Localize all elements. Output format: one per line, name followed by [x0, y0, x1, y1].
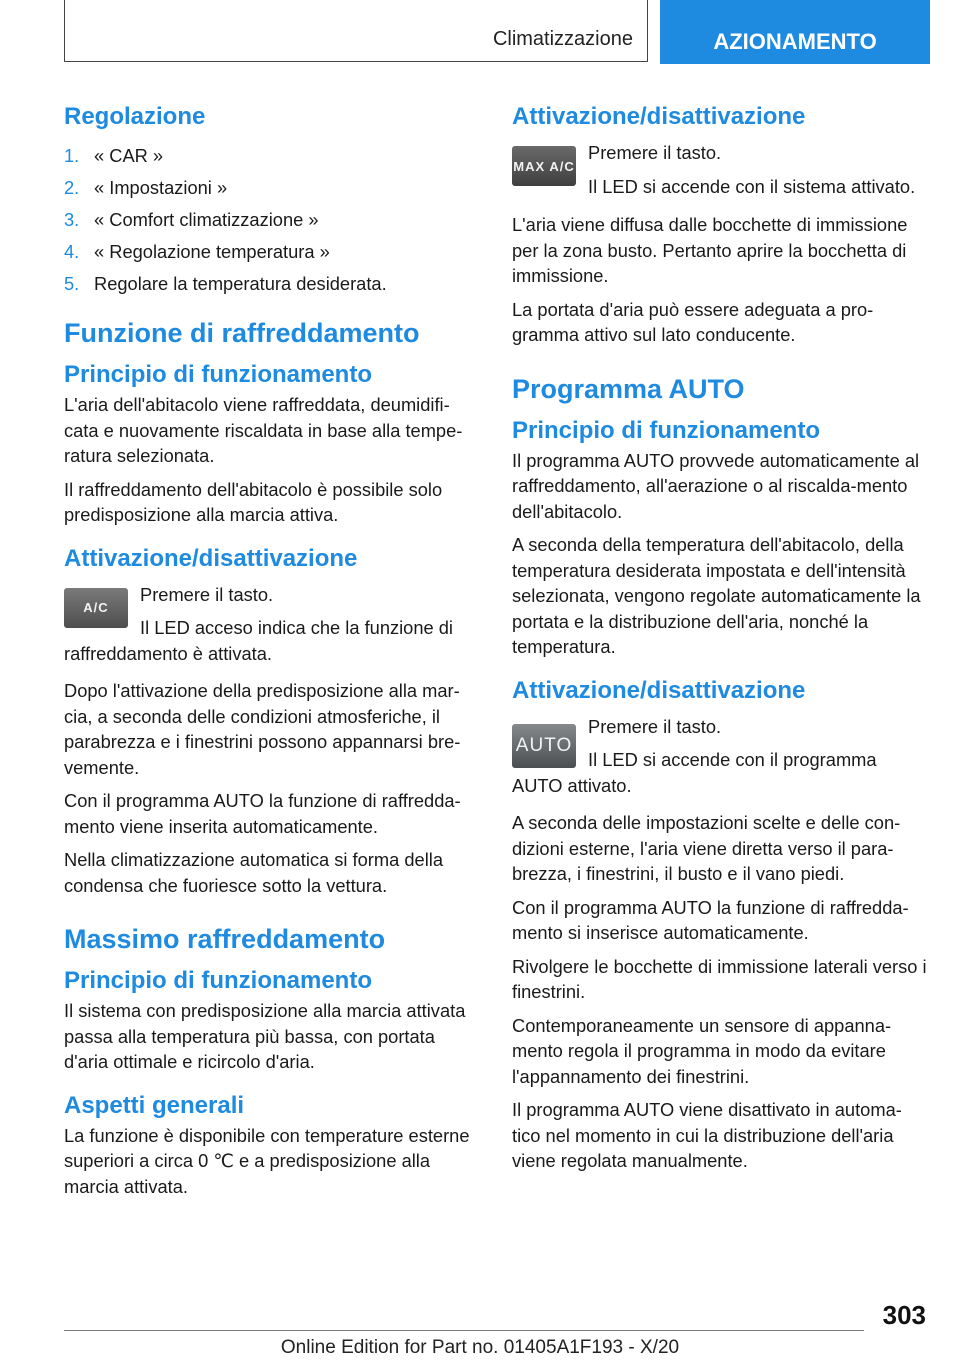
auto-attiv-heading: Attivazione/disattivazione: [512, 676, 806, 704]
step-number: 1.: [64, 145, 80, 166]
raffreddamento-p3: Dopo l'attivazione della predisposizione alla mar-cia, a seconda delle condizioni atmosferiche, il parabrezza e i finestrini possono appannarsi bre-vemente.: [64, 680, 461, 778]
auto-heading: Programma AUTO: [512, 373, 745, 404]
maxac-instruction: Premere il tasto.: [588, 142, 722, 163]
auto-p6: Contemporaneamente un sensore di appanna-mento regola il programma in modo da evitare l'appannamento dei finestrini.: [512, 1014, 892, 1087]
step-item: [64, 236, 480, 268]
auto-principio-heading: Principio di funzionamento: [512, 416, 820, 444]
step-number: 4.: [64, 241, 80, 262]
step-number: 3.: [64, 209, 80, 230]
ac-key-icon: A/C: [64, 588, 128, 628]
raffreddamento-attiv-heading: Attivazione/disattivazione: [64, 544, 358, 572]
header-section-title: Climatizzazione: [492, 28, 633, 50]
footer-divider: [64, 1330, 864, 1331]
step-item: [64, 172, 480, 204]
massimo-attiv-p2: La portata d'aria può essere adeguata a pro-gramma attivo sul lato conducente.: [512, 298, 874, 345]
step-number: 2.: [64, 177, 80, 198]
max-ac-key-icon: MAX A/C: [512, 146, 576, 186]
auto-p4: Con il programma AUTO la funzione di raffredda-mento si inserisce automaticamente.: [512, 896, 909, 943]
step-text: Regolare la temperatura desiderata.: [94, 273, 387, 294]
step-item: [64, 140, 480, 172]
left-column: [64, 100, 480, 1207]
aspetti-p1: La funzione è disponibile con temperature esterne superiori a circa 0 ℃ e a predisposizione alla marcia attivata.: [64, 1124, 470, 1197]
footer-edition: Online Edition for Part no. 01405A1F193 - X/20: [280, 1337, 680, 1358]
regolazione-heading: Regolazione: [64, 103, 206, 130]
massimo-attiv-p1: L'aria viene diffusa dalle bocchette di immissione per la zona busto. Pertanto aprire la bocchetta di immissione.: [512, 214, 908, 286]
auto-key-row: [512, 714, 928, 799]
aspetti-heading: Aspetti generali: [64, 1091, 245, 1119]
raffreddamento-heading: Funzione di raffreddamento: [64, 318, 420, 348]
page-number: 303: [882, 1300, 926, 1330]
ac-led-note: Il LED acceso indica che la funzione di raffreddamento è attivata.: [64, 617, 453, 664]
header-section-box: [64, 0, 648, 62]
auto-principio-p1: Il programma AUTO provvede automaticamente al raffreddamento, all'aerazione o al riscalda-mento dell'abitacolo.: [512, 449, 920, 522]
maxac-key-row: [512, 140, 928, 200]
regolazione-steps: [64, 140, 480, 300]
auto-key-icon: AUTO: [512, 724, 576, 768]
auto-p5: Rivolgere le bocchette di immissione laterali verso i finestrini.: [512, 955, 927, 1002]
raffreddamento-p5: Nella climatizzazione automatica si forma della condensa che fuoriesce sotto la vettura.: [64, 849, 443, 896]
header-chapter-tab: AZIONAMENTO: [660, 0, 930, 64]
step-item: [64, 204, 480, 236]
massimo-principio-heading: Principio di funzionamento: [64, 967, 372, 994]
step-item: [64, 268, 480, 300]
massimo-principio-p1: Il sistema con predisposizione alla marcia attivata passa alla temperatura più bassa, con portata d'aria ottimale e ricircolo d'aria.: [64, 1000, 466, 1072]
ac-instruction: Premere il tasto.: [140, 583, 274, 605]
right-column: [512, 100, 928, 1182]
step-text: « Impostazioni »: [94, 177, 228, 198]
step-text: « Regolazione temperatura »: [94, 241, 330, 262]
massimo-attiv-heading: Attivazione/disattivazione: [512, 103, 806, 130]
auto-p3: A seconda delle impostazioni scelte e delle con-dizioni esterne, l'aria viene diretta verso il para-brezza, i finestrini, il busto e il vano piedi.: [512, 812, 901, 884]
auto-p7: Il programma AUTO viene disattivato in automa-tico nel momento in cui la distribuzione dell'aria viene regolata manualmente.: [512, 1099, 902, 1171]
raffreddamento-p4: Con il programma AUTO la funzione di raffredda-mento viene inserita automaticamente.: [64, 790, 461, 837]
auto-led-note: Il LED si accende con il programma AUTO attivato.: [512, 749, 877, 796]
raffreddamento-principio-p2: Il raffreddamento dell'abitacolo è possibile solo predisposizione alla marcia attiva.: [64, 478, 443, 525]
step-text: « Comfort climatizzazione »: [94, 209, 319, 230]
step-text: « CAR »: [94, 145, 164, 166]
maxac-led-note: Il LED si accende con il sistema attivato.: [588, 175, 916, 197]
step-number: 5.: [64, 273, 80, 294]
auto-instruction: Premere il tasto.: [588, 715, 722, 737]
massimo-heading: Massimo raffreddamento: [64, 924, 386, 954]
ac-key-row: [64, 582, 480, 667]
auto-principio-p2: A seconda della temperatura dell'abitacolo, della temperatura desiderata impostata e dell'intensità selezionata, vengono regolate automaticamente la portata e la distribuzione dell'aria, nonché la temperatura.: [512, 534, 921, 657]
page-header: [64, 0, 930, 64]
raffreddamento-principio-heading: Principio di funzionamento: [64, 361, 372, 388]
raffreddamento-principio-p1: L'aria dell'abitacolo viene raffreddata, deumidifi-cata e nuovamente riscaldata in base alla tempe-ratura selezionata.: [64, 394, 463, 466]
